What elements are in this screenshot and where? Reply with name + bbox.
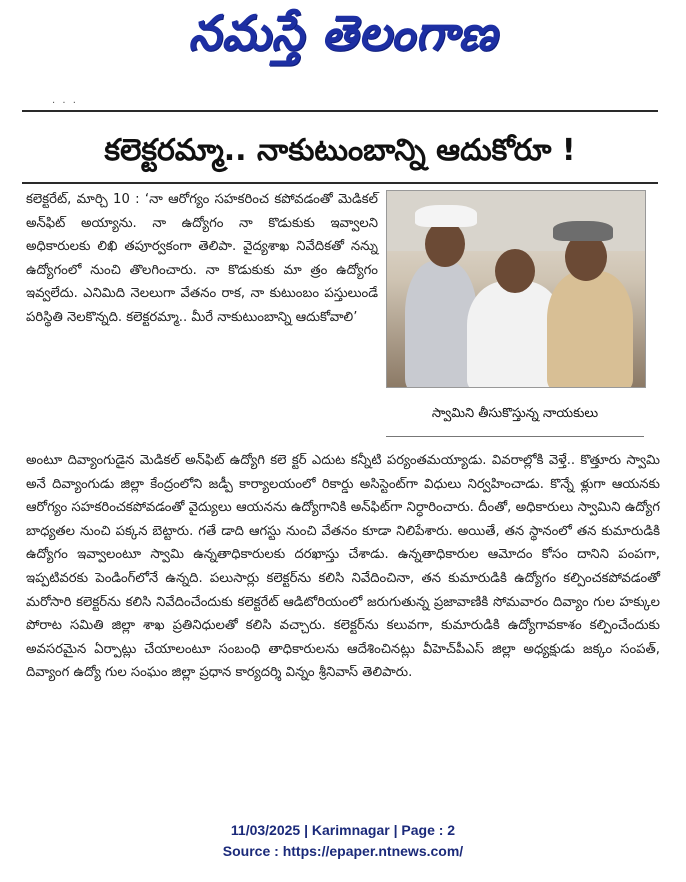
article-body-column — [26, 449, 660, 685]
footer-source-link[interactable]: Source : https://epaper.ntnews.com/ — [222, 843, 464, 859]
ornament-dots: · · · — [52, 98, 78, 109]
photo-caption: స్వామిని తీసుకొస్తున్న నాయకులు — [386, 392, 644, 437]
footer-date-line: 11/03/2025 | Karimnagar | Page : 2 — [230, 822, 456, 838]
article-photo — [386, 190, 646, 388]
article-body: అంటూ దివ్యాంగుడైన మెడికల్ అన్‌ఫిట్ ఉద్యోగి కలె క్టర్ ఎదుట కన్నీటి పర్యంతమయ్యాడు. వివరాల్లోకి వెళ్తే.. కొత్తూరు స్వామి అనే దివ్యాంగుడు జిల్లా కేంద్రంలోని జడ్పీ కార్యాలయంలో రికార్డు అసిస్టెంట్‌గా విధులు నిర్వహించాడు. కొన్నే ళ్లుగా ఆయనకు ఆరోగ్యం సహకరించకపోవడంతో వైద్యులు ఆయనను ఉద్యోగానికి అన్‌ఫిట్‌గా నిర్ధారించారు. దీంతో, అధికారులు స్వామిని ఉద్యోగ బాధ్యతల నుంచి పక్కన బెట్టారు. గతే డాది ఆగస్టు నుంచి వేతనం కూడా నిలిపేశారు. అయితే, తన స్థానంలో తన కుమారుడికి ఉద్యోగం ఇవ్వాలంటూ స్వామి ఉన్నతాధికారులకు దరఖాస్తు చేశాడు. ఉన్నతాధికారుల ఆమోదం కోసం దానిని పంపగా, ఇప్పటివరకు పెండింగ్‌లోనే ఉన్నది. పలుసార్లు కలెక్టర్‌ను కలిసి నివేదించినా, తన కుమారుడికి ఉద్యోగం కల్పించకపోవడంతో మరోసారి కలెక్టర్‌ను కలిసి నివేదించేందుకు కలెక్టరేట్ ఆడిటోరియంలో జరుగుతున్న ప్రజావాణికి సోమవారం దివ్యాం గుల హక్కుల పోరాట సమితి జిల్లా శాఖ ప్రతినిధులతో కలిసి వచ్చారు. కలెక్టర్‌ను కలువగా, కుమారుడికి ఉద్యోగావకాశం కల్పించేందుకు అవసరమైన ఏర్పాట్లు చేయాలంటూ సంబంధి తాధికారులను ఆదేశించినట్లు వీహెచ్‌పీఎస్ జిల్లా అధ్యక్షుడు జక్కం సంపత్, దివ్యాంగ ఉద్యో గుల సంఘం జిల్లా ప్రధాన కార్యదర్శి విన్నం శ్రీనివాస్ తెలిపారు. — [26, 453, 660, 681]
article-intro-column — [26, 188, 378, 330]
newspaper-logo: నమస్తే తెలంగాణ — [188, 4, 498, 62]
top-rule — [22, 110, 658, 112]
headline-rule — [22, 182, 658, 184]
article-intro: కలెక్టరేట్, మార్చి 10 : ‘నా ఆరోగ్యం సహకరించ కపోవడంతో మెడికల్ అన్‌ఫిట్ అయ్యాను. నా ఉద్యోగం నా కొడుకుకు ఇవ్వాలని అధికారులకు లిఖి తపూర్వకంగా తెలిపా. వైద్యశాఖ నివేదికతో నన్ను ఉద్యోగంలో నుంచి తొలగించారు. నా కొడుకుకు మా త్రం ఉద్యోగం ఇవ్వలేదు. ఎనిమిది నెలలుగా వేతనం రాక, నా కుటుంబం పస్తులుండే పరిస్థితి నెలకొన్నది. కలెక్టరమ్మా.. మీరే నాకుటుంబాన్ని ఆదుకోవాలి’ — [26, 192, 378, 325]
masthead — [0, 6, 686, 76]
article-headline: కలెక్టరమ్మా.. నాకుటుంబాన్ని ఆదుకోరూ ! — [104, 133, 576, 168]
